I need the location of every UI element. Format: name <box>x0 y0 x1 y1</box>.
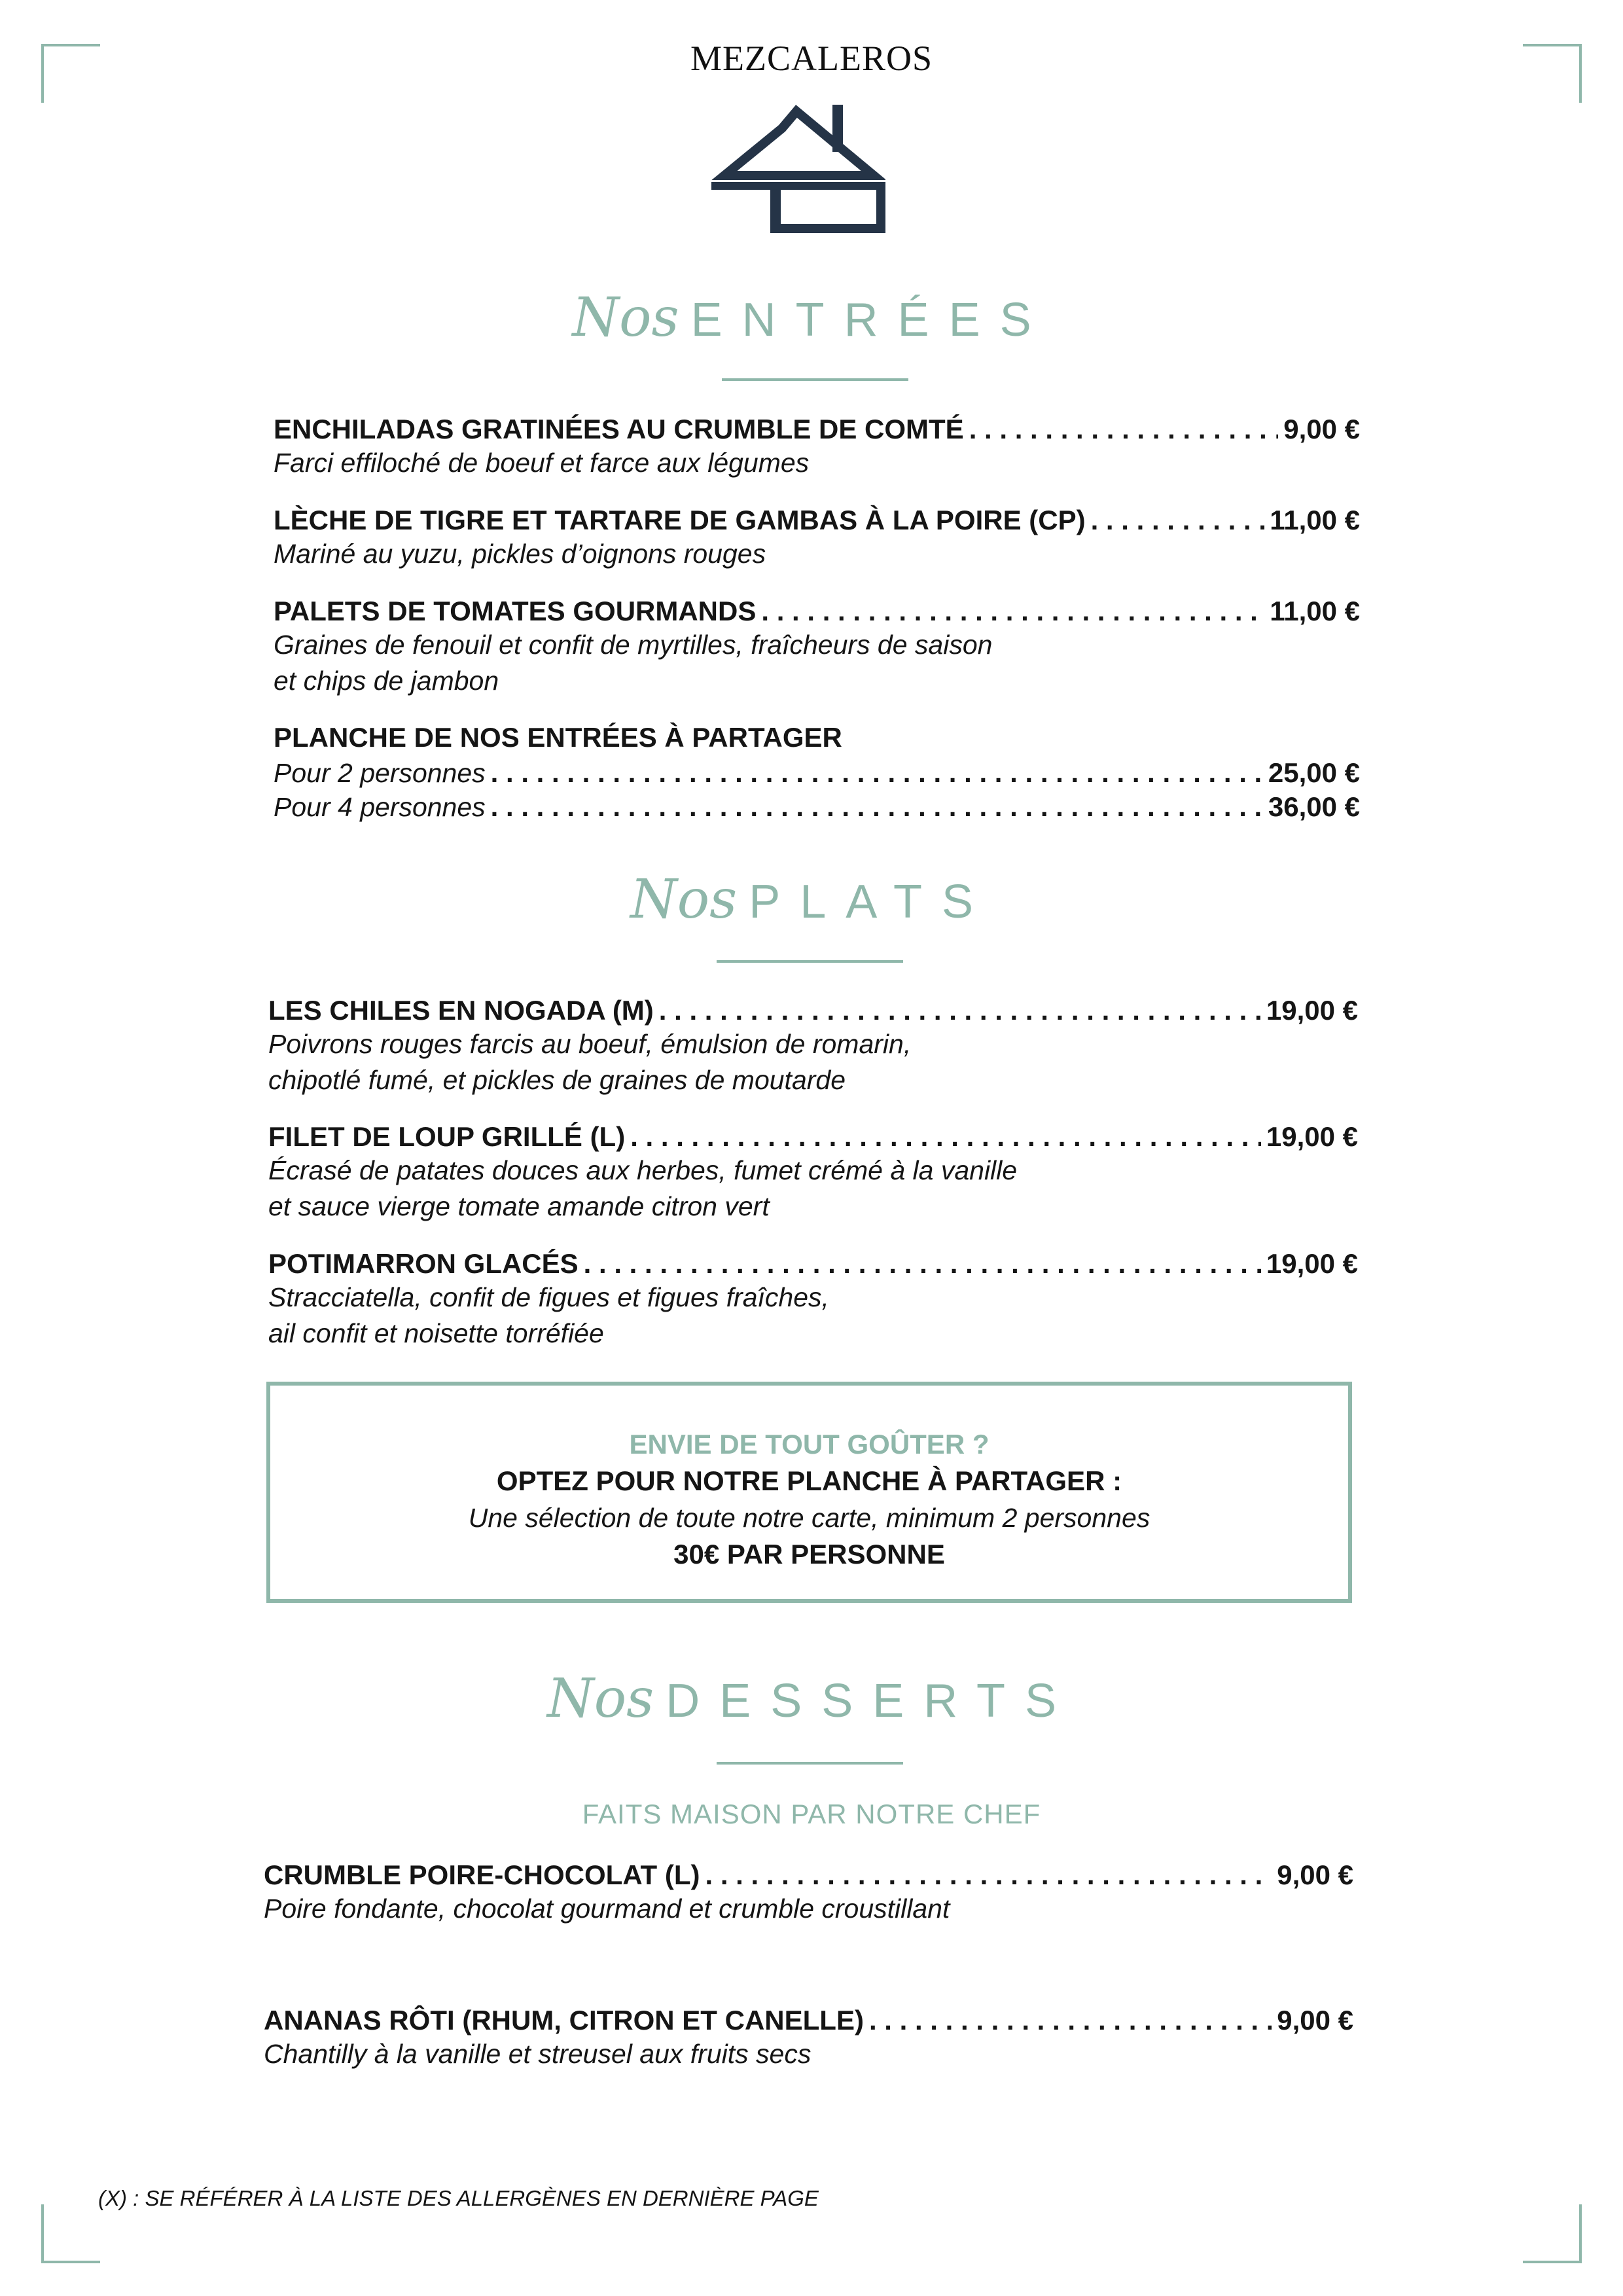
item-description: Mariné au yuzu, pickles d’oignons rouges <box>274 539 766 569</box>
item-price: 9,00 € <box>1277 2005 1353 2036</box>
desserts-heading <box>0 1668 1623 1730</box>
item-price: 11,00 € <box>1270 596 1360 626</box>
item-name: PALETS DE TOMATES GOURMANDS <box>274 596 757 626</box>
plats-divider <box>717 960 903 963</box>
menu-item <box>264 2005 1353 2072</box>
item-name: PLANCHE DE NOS ENTRÉES À PARTAGER <box>274 722 842 753</box>
item-price: 19,00 € <box>1266 1248 1358 1279</box>
dot-leader <box>869 2005 1272 2036</box>
item-description: Chantilly à la vanille et streusel aux fruits secs <box>264 2039 812 2069</box>
menu-item <box>264 1859 1353 1927</box>
item-price: 9,00 € <box>1283 414 1360 444</box>
item-description: et sauce vierge tomate amande citron vert <box>268 1191 770 1221</box>
entrees-heading-title: ENTRÉES <box>690 294 1051 346</box>
item-price: 19,00 € <box>1266 1121 1358 1152</box>
option-label: Pour 2 personnes <box>274 758 486 788</box>
item-price: 11,00 € <box>1270 505 1360 535</box>
item-description: et chips de jambon <box>274 666 499 696</box>
option-label: Pour 4 personnes <box>274 792 486 822</box>
item-description: ail confit et noisette torréfiée <box>268 1318 604 1348</box>
plats-heading <box>0 869 1623 931</box>
item-name: POTIMARRON GLACÉS <box>268 1248 579 1279</box>
dot-leader <box>659 995 1261 1026</box>
promo-offer: OPTEZ POUR NOTRE PLANCHE À PARTAGER : <box>496 1465 1122 1496</box>
item-name: FILET DE LOUP GRILLÉ (L) <box>268 1121 626 1152</box>
dot-leader <box>630 1121 1261 1153</box>
item-description: chipotlé fumé, et pickles de graines de moutarde <box>268 1065 846 1095</box>
dot-leader <box>584 1248 1261 1280</box>
item-description: Stracciatella, confit de figues et figues fraîches, <box>268 1282 829 1312</box>
menu-item <box>274 414 1360 481</box>
dot-leader <box>491 791 1263 823</box>
item-name: ANANAS RÔTI (RHUM, CITRON ET CANELLE) <box>264 2005 864 2036</box>
dot-leader <box>969 414 1279 445</box>
item-name: LÈCHE DE TIGRE ET TARTARE DE GAMBAS À LA POIRE (CP) <box>274 505 1086 535</box>
promo-headline: ENVIE DE TOUT GOÛTER ? <box>629 1429 990 1460</box>
dot-leader <box>1091 505 1265 536</box>
item-name: ENCHILADAS GRATINÉES AU CRUMBLE DE COMTÉ <box>274 414 964 444</box>
option-price: 36,00 € <box>1268 791 1360 822</box>
item-description: Graines de fenouil et confit de myrtilles, fraîcheurs de saison <box>274 630 993 660</box>
entrees-heading-nos: Nos <box>572 287 679 349</box>
menu-item <box>274 596 1360 699</box>
item-name: CRUMBLE POIRE-CHOCOLAT (L) <box>264 1859 700 1890</box>
menu-item <box>274 505 1360 572</box>
item-price: 9,00 € <box>1277 1859 1353 1890</box>
menu-item <box>268 995 1358 1098</box>
item-description: Poire fondante, chocolat gourmand et crumble croustillant <box>264 1893 950 1924</box>
corner-mark-bottom-right <box>1523 2204 1582 2263</box>
menu-item-planche <box>274 722 1360 823</box>
corner-mark-bottom-left <box>41 2204 100 2263</box>
menu-item <box>268 1248 1358 1352</box>
menu-item <box>268 1121 1358 1225</box>
dot-leader <box>705 1859 1272 1891</box>
promo-price: 30€ PAR PERSONNE <box>673 1539 945 1570</box>
desserts-subtitle: FAITS MAISON PAR NOTRE CHEF <box>582 1799 1041 1829</box>
promo-description: Une sélection de toute notre carte, minimum 2 personnes <box>468 1503 1150 1533</box>
desserts-divider <box>717 1762 903 1765</box>
item-description: Farci effiloché de boeuf et farce aux légumes <box>274 448 810 478</box>
item-name: LES CHILES EN NOGADA (M) <box>268 995 654 1026</box>
dot-leader <box>761 596 1264 627</box>
entrees-heading <box>0 287 1623 349</box>
dot-leader <box>491 757 1263 789</box>
desserts-heading-title: DESSERTS <box>666 1675 1076 1727</box>
entrees-divider <box>722 378 908 381</box>
item-description: Poivrons rouges farcis au boeuf, émulsion de romarin, <box>268 1029 912 1059</box>
item-price: 19,00 € <box>1266 995 1358 1026</box>
item-description: Écrasé de patates douces aux herbes, fumet crémé à la vanille <box>268 1155 1018 1185</box>
option-price: 25,00 € <box>1268 757 1360 788</box>
promo-box <box>266 1382 1352 1603</box>
house-logo-icon <box>711 97 885 236</box>
plats-heading-title: PLATS <box>749 876 993 928</box>
allergen-footnote: (X) : SE RÉFÉRER À LA LISTE DES ALLERGÈNES EN DERNIÈRE PAGE <box>98 2186 819 2210</box>
desserts-heading-nos: Nos <box>547 1668 654 1730</box>
plats-heading-nos: Nos <box>630 869 738 931</box>
brand-name: MEZCALEROS <box>690 39 933 78</box>
